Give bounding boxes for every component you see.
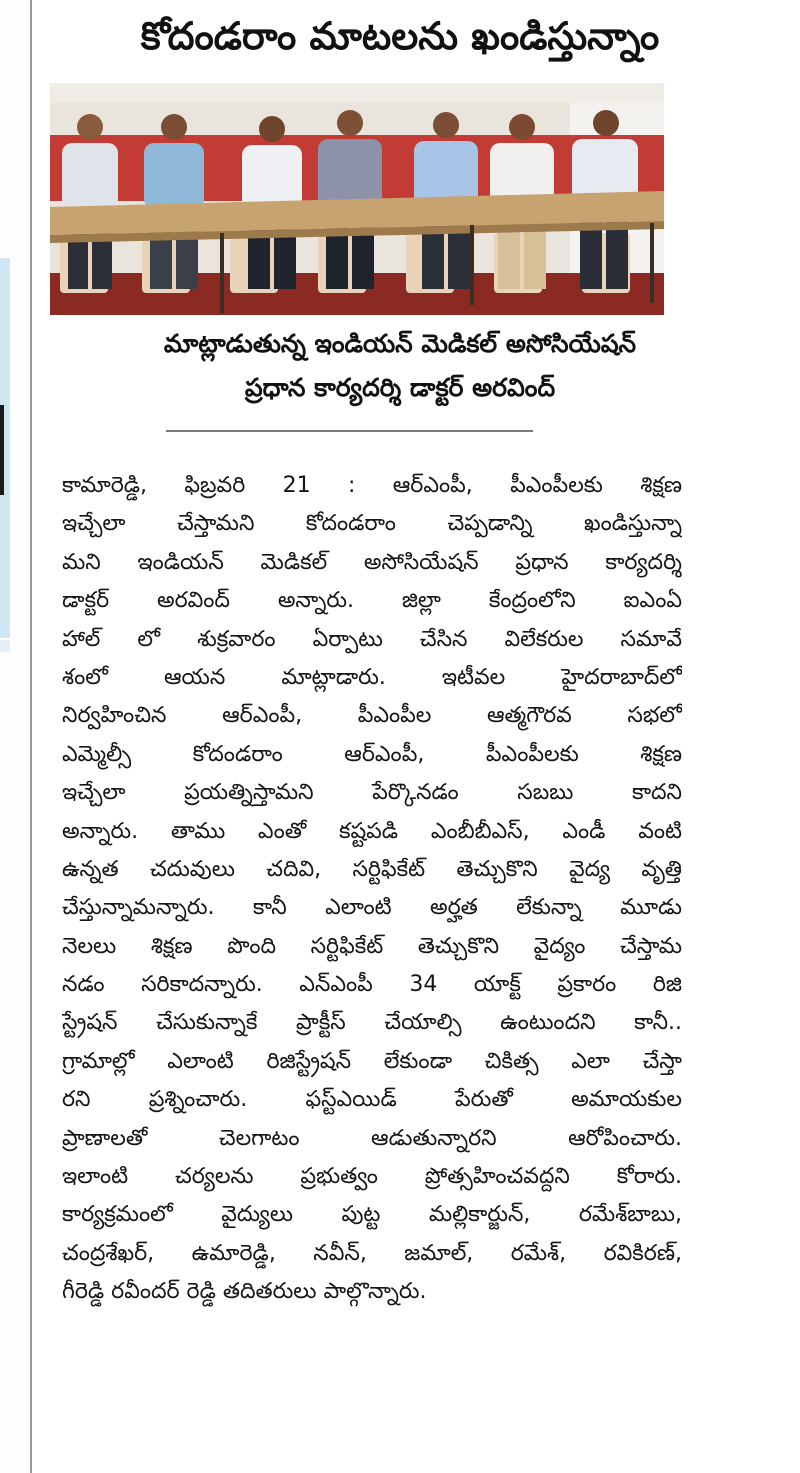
article-line: గీరెడ్డి రవీందర్ రెడ్డి తదితరులు పాల్గొన్నారు.: [62, 1279, 427, 1305]
photo-caption: [40, 322, 760, 410]
headline: కోదండరాం మాటలను ఖండిస్తున్నాం: [140, 14, 660, 58]
article-line: నడం సరికాదన్నారు. ఎన్ఎంపీ 34 యాక్ట్ ప్రకారం రిజి: [62, 972, 682, 998]
article-line: చంద్రశేఖర్, ఉమారెడ్డి, నవీన్, జమాల్, రమేశ్, రవికిరణ్,: [62, 1240, 682, 1266]
article-line: ఎమ్మెల్సీ కోదండరాం ఆర్ఎంపీ, పీఎంపీలకు శిక్షణ: [62, 741, 682, 767]
article-line: స్ట్రేషన్ చేసుకున్నాకే ప్రాక్టీస్ చేయాల్సి ఉంటుందని కానీ..: [62, 1010, 682, 1036]
caption-separator: [166, 430, 533, 432]
press-meet-photo: [50, 83, 664, 315]
caption-line-1: మాట్లాడుతున్న ఇండియన్ మెడికల్ అసోసియేషన్: [163, 329, 637, 358]
article-line: చేస్తున్నామన్నారు. కానీ ఎలాంటి అర్హత లేకున్నా మూడు: [62, 895, 682, 921]
article-line: ఉన్నత చదువులు చదివి, సర్టిఫికేట్ తెచ్చుకొని వైద్య వృత్తి: [62, 856, 682, 882]
article-line: హాల్ లో శుక్రవారం ఏర్పాటు చేసిన విలేకరుల సమావే: [62, 626, 682, 652]
article-line: అన్నారు. తాము ఎంతో కష్టపడి ఎంబీబీఎస్, ఎండీ వంటి: [62, 818, 682, 844]
article-line: డాక్టర్ అరవింద్ అన్నారు. జిల్లా కేంద్రంలోని ఐఎంఏ: [62, 588, 682, 614]
article-line: ఇలాంటి చర్యలను ప్రభుత్వం ప్రోత్సహించవద్దని కోరారు.: [62, 1164, 682, 1190]
article-line: ఇచ్చేలా చేస్తామని కోదండరాం చెప్పడాన్ని ఖండిస్తున్నా: [62, 511, 682, 537]
left-gutter: [0, 0, 30, 1473]
article-line: శంలో ఆయన మాట్లాడారు. ఇటీవల హైదరాబాద్‌లో: [62, 664, 682, 690]
article-line: రని ప్రశ్నించారు. ఫస్ట్‌ఎయిడ్ పేరుతో అమాయకుల: [62, 1087, 682, 1113]
article-line: గ్రామాల్లో ఎలాంటి రిజిస్ట్రేషన్ లేకుండా చికిత్స ఎలా చేస్తా: [62, 1048, 682, 1074]
column-rule: [30, 0, 32, 1473]
article-line: కార్యక్రమంలో వైద్యులు పుట్ట మల్లికార్జున్, రమేశ్‌బాబు,: [62, 1202, 682, 1228]
adjacent-column-fragment: [0, 405, 4, 495]
article-line: కామారెడ్డి, ఫిబ్రవరి 21 : ఆర్ఎంపీ, పీఎంపీలకు శిక్షణ: [62, 473, 682, 498]
adjacent-column-fragment: [0, 640, 10, 652]
caption-line-2: ప్రధాన కార్యదర్శి డాక్టర్ అరవింద్: [244, 373, 556, 402]
article-line: నిర్వహించిన ఆర్ఎంపీ, పీఎంపీల ఆత్మగౌరవ సభలో: [62, 703, 682, 729]
article-line: మని ఇండియన్ మెడికల్ అసోసియేషన్ ప్రధాన కార్యదర్శి: [62, 549, 682, 575]
article-body: [62, 467, 682, 1312]
article-line: నెలలు శిక్షణ పొంది సర్టిఫికేట్ తెచ్చుకొని వైద్యం చేస్తామ: [62, 933, 682, 959]
article-line: ప్రాణాలతో చెలగాటం ఆడుతున్నారని ఆరోపించారు.: [62, 1125, 682, 1151]
article-line: ఇచ్చేలా ప్రయత్నిస్తామని పేర్కొనడం సబబు కాదని: [62, 780, 682, 806]
